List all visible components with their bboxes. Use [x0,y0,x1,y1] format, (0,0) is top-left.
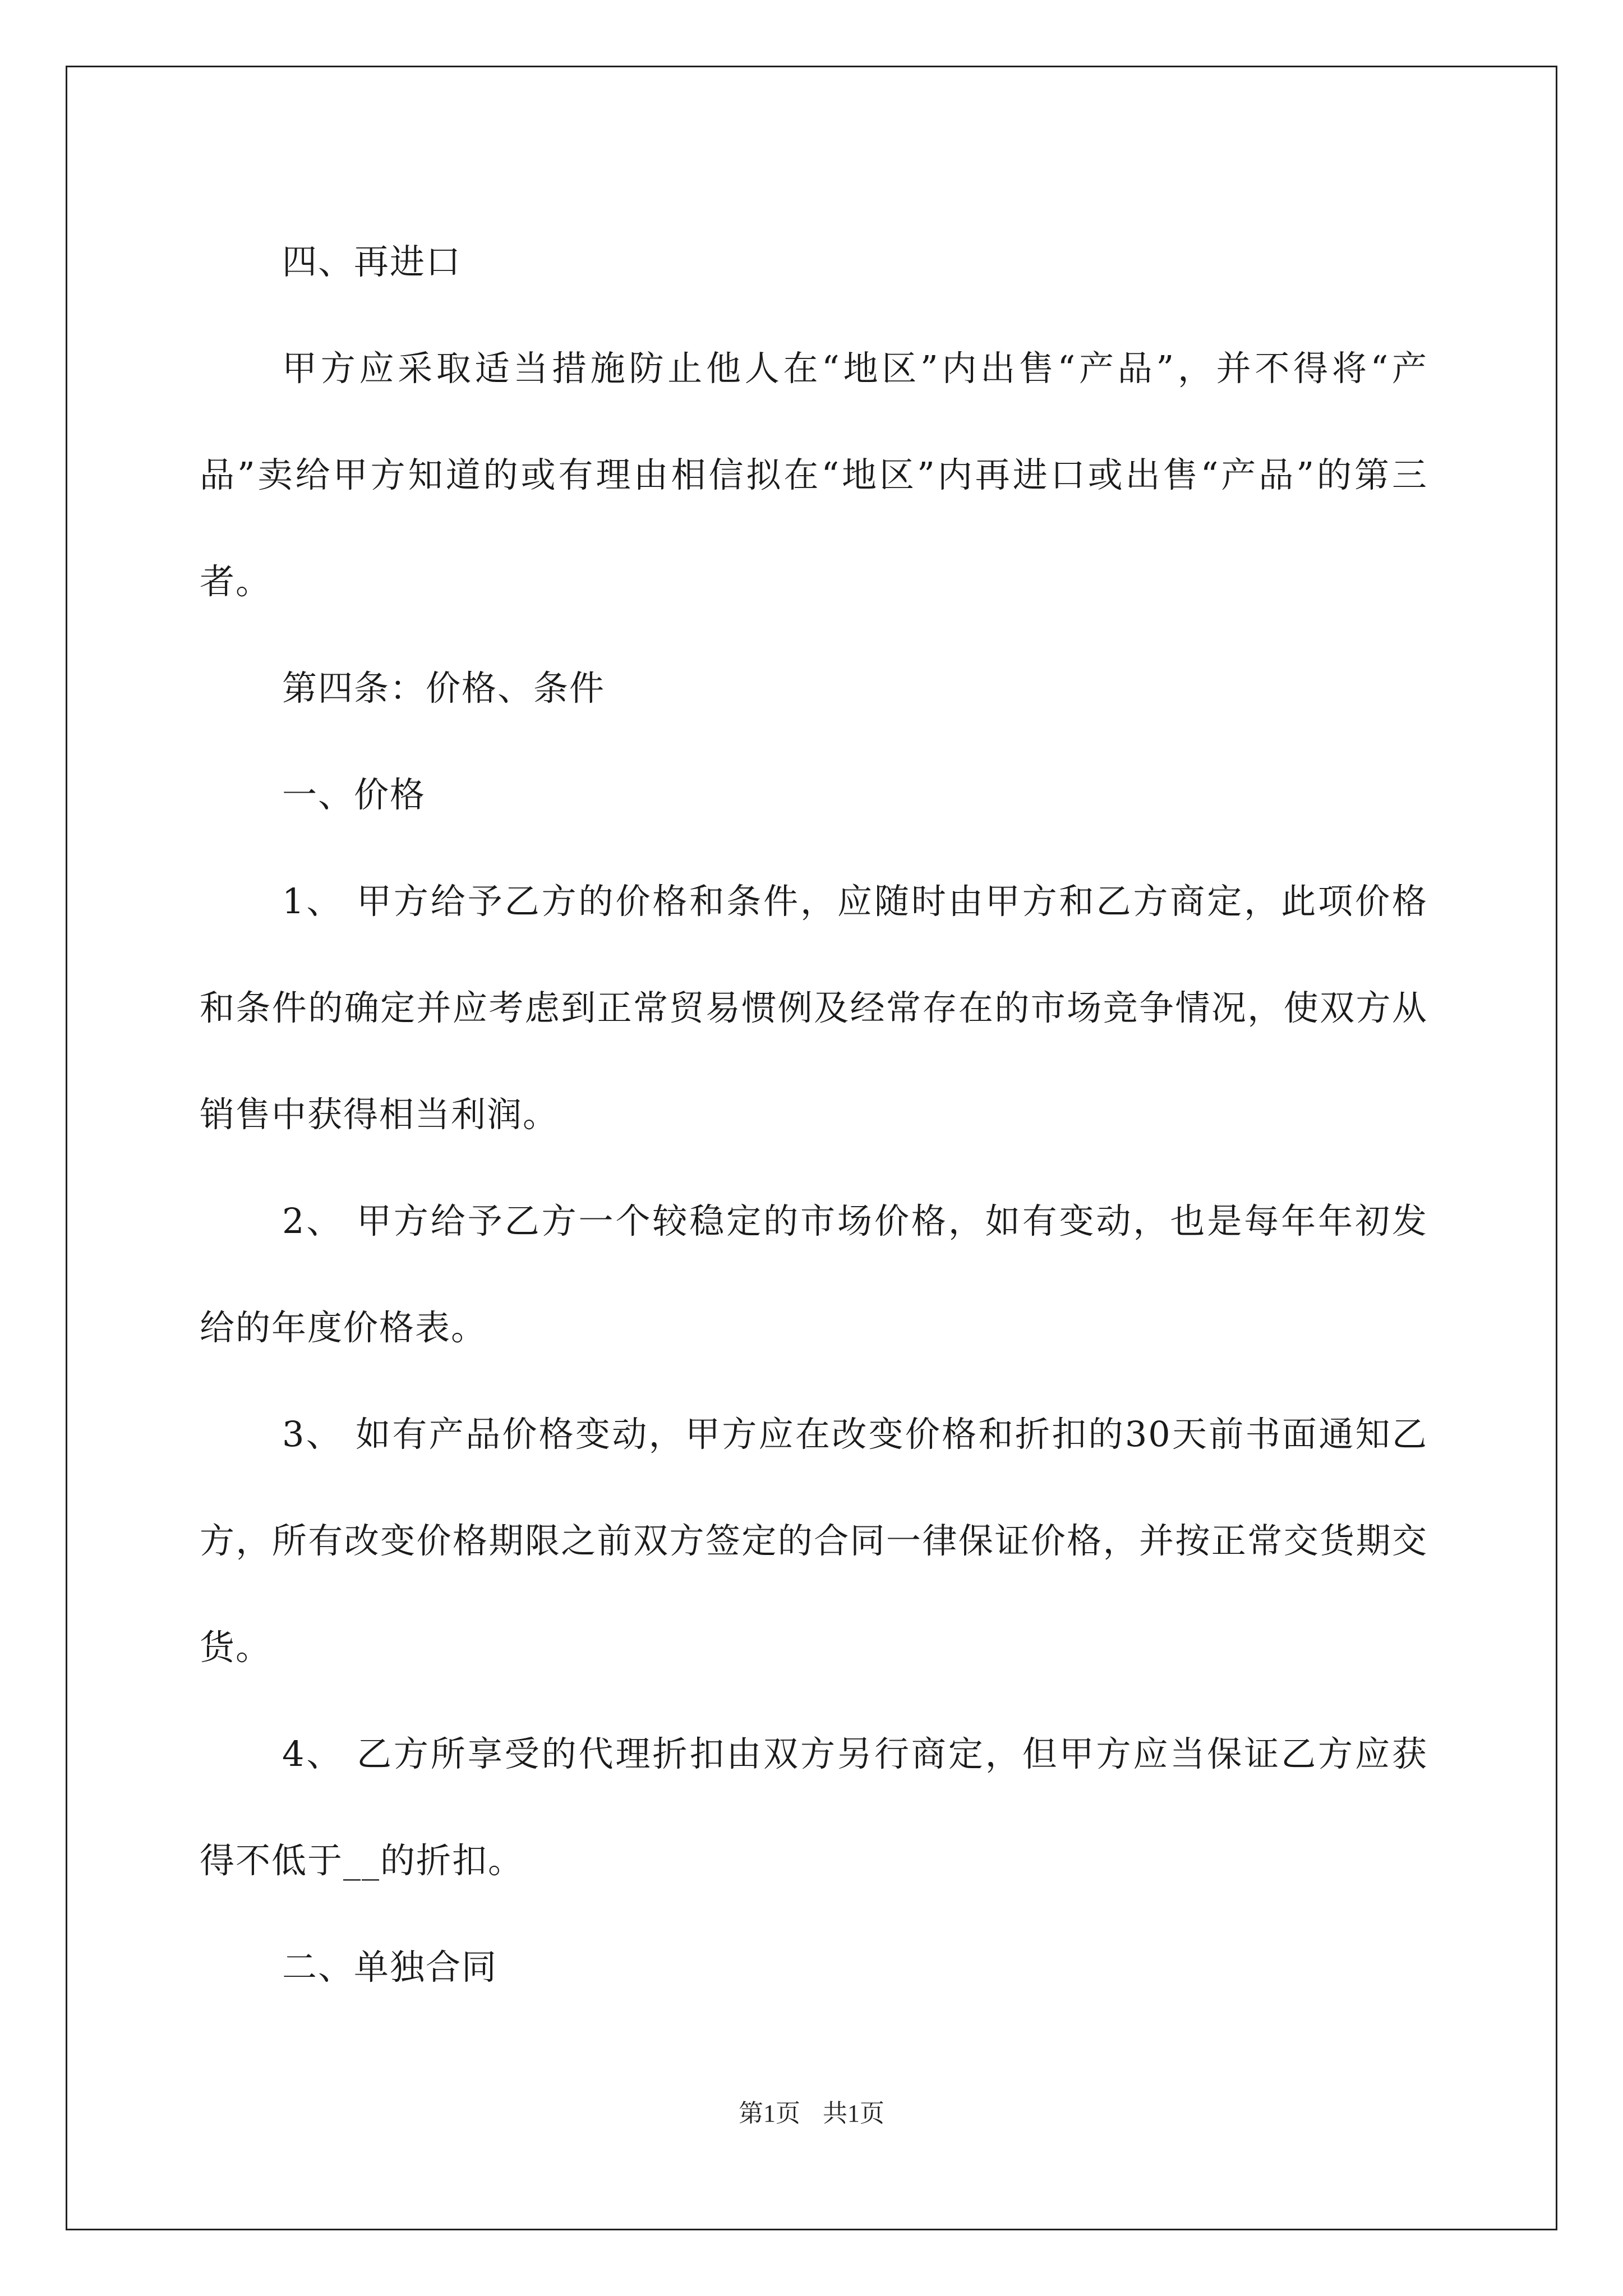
section-heading-price: 一、价格 [282,774,426,815]
page-number-current: 第1页 [739,2100,800,2127]
price-item-3: 3、 如有产品价格变动，甲方应在改变价格和折扣的30天前书面通知乙方，所有改变价格期限之前双方签定的合同一律保证价格，并按正常交货期交货。 [200,1414,1428,1668]
price-item-2: 2、 甲方给予乙方一个较稳定的市场价格，如有变动，也是每年年初发给的年度价格表。 [200,1200,1428,1348]
price-item-4: 4、 乙方所享受的代理折扣由双方另行商定，但甲方应当保证乙方应获得不低于__的折扣。 [200,1733,1428,1881]
document-body [200,209,1428,2021]
section-heading-reimport: 四、再进口 [282,241,462,282]
article-heading-price-conditions: 第四条：价格、条件 [282,668,606,708]
page-footer [0,2097,1623,2131]
price-item-1: 1、 甲方给予乙方的价格和条件，应随时由甲方和乙方商定，此项价格和条件的确定并应考虑到正常贸易惯例及经常存在的市场竞争情况，使双方从销售中获得相当利润。 [200,881,1428,1135]
page-number-total: 共1页 [823,2100,884,2127]
section-heading-separate-contract: 二、单独合同 [282,1947,498,1987]
paragraph-reimport-clause: 甲方应采取适当措施防止他人在“地区”内出售“产品”，并不得将“产品”卖给甲方知道的或有理由相信拟在“地区”内再进口或出售“产品”的第三者。 [200,348,1428,602]
